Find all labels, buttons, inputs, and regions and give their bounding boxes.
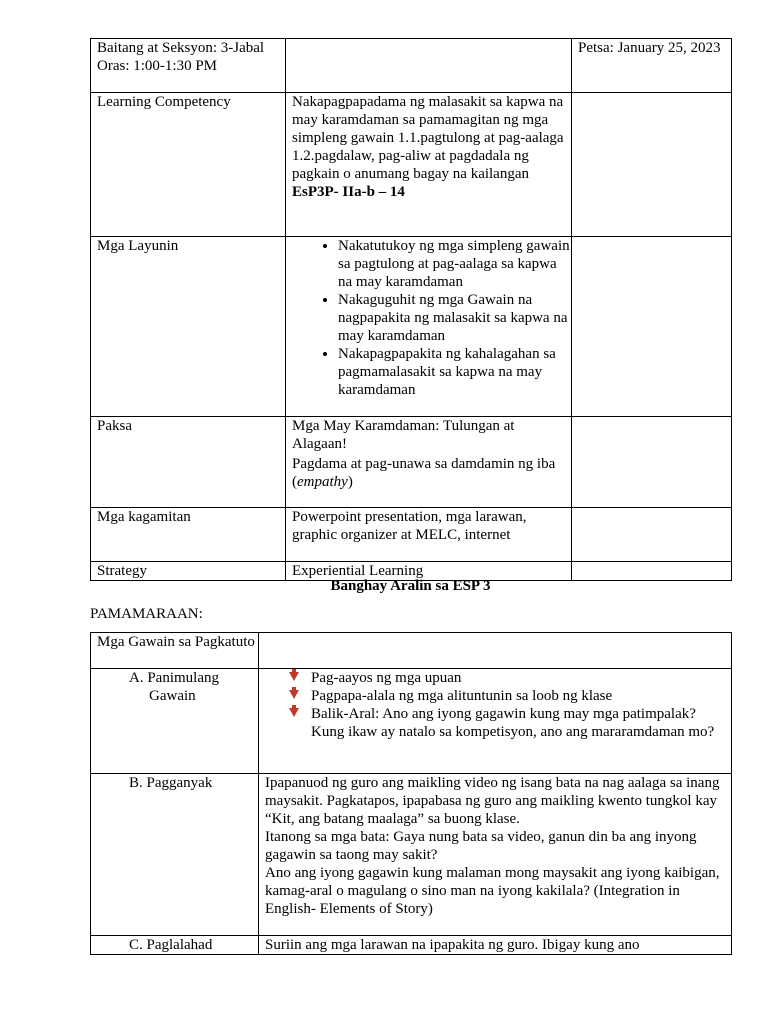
paglalahad-label-cell (91, 936, 259, 955)
panimulang-item: Pag-aayos ng mga upuan (265, 669, 731, 687)
empty-cell (572, 417, 732, 508)
baitang-text: Baitang at Seksyon: 3-Jabal (97, 40, 265, 56)
panimulang-label-2: Gawain (149, 688, 196, 704)
procedure-table (90, 632, 732, 955)
kagamitan-text: Powerpoint presentation, mga larawan, graphic organizer at MELC, internet (286, 508, 572, 562)
empty-cell (572, 93, 732, 237)
kagamitan-label: Mga kagamitan (91, 508, 286, 562)
pamamaraan-heading: PAMAMARAAN: (90, 606, 203, 622)
empty-cell (259, 633, 732, 669)
layunin-list (292, 237, 571, 399)
lesson-info-table (90, 38, 732, 581)
oras-text: Oras: 1:00-1:30 PM (97, 58, 217, 74)
paksa-sub-post: ) (347, 474, 353, 490)
competency-text: Nakapagpapadama ng malasakit sa kapwa na may karamdaman sa pamamagitan ng mga simpleng gawain 1.1.pagtulong at pag-aalaga 1.2.pagdalaw, pag-aliw at pagdadala ng pagkain o anumang bagay na kailangan (292, 94, 564, 182)
strategy-text: Experiential Learning (286, 562, 572, 581)
pagganyak-label: B. Pagganyak (129, 775, 213, 791)
paksa-label: Paksa (91, 417, 286, 508)
pagganyak-cell (259, 774, 732, 936)
paksa-cell (286, 417, 572, 508)
layunin-item: • Nakaguguhit ng mga Gawain na nagpapakita ng malasakit sa kapwa na may karamdaman (338, 291, 571, 345)
layunin-item: • Nakatutukoy ng mga simpleng gawain sa pagtulong at pag-aalaga sa kapwa na may karamdaman (338, 237, 571, 291)
paksa-sub-pre: Pagdama at pag-unawa sa damdamin ng iba ( (292, 456, 556, 490)
panimulang-list (265, 669, 731, 741)
panimulang-label-cell (91, 669, 259, 774)
gawain-header: Mga Gawain sa Pagkatuto (91, 633, 259, 669)
pagganyak-text-2: Itanong sa mga bata: Gaya nung bata sa video, ganun din ba ang inyong gagawin sa taong may sakit? (265, 829, 697, 863)
empty-cell (572, 508, 732, 562)
petsa-text: Petsa: January 25, 2023 (578, 40, 721, 56)
baitang-cell (91, 39, 286, 93)
panimulang-label: A. Panimulang (129, 670, 219, 686)
panimulang-item: Pagpapa-alala ng mga alituntunin sa loob ng klase (265, 687, 731, 705)
petsa-cell (572, 39, 732, 93)
paglalahad-label: C. Paglalahad (129, 937, 213, 953)
panimulang-item: Balik-Aral: Ano ang iyong gagawin kung may mga patimpalak? Kung ikaw ay natalo sa kompetisyon, ano ang mararamdaman mo? (265, 705, 731, 741)
pagganyak-text-3: Ano ang iyong gagawin kung malaman mong maysakit ang iyong kaibigan, kamag-aral o magulang o sino man na iyong kakilala? (Integration in English- Elements of Story) (265, 865, 720, 917)
empty-cell (286, 39, 572, 93)
strategy-label: Strategy (91, 562, 286, 581)
paksa-title: Mga May Karamdaman: Tulungan at Alagaan! (292, 418, 515, 452)
panimulang-cell (259, 669, 732, 774)
document-title: Banghay Aralin sa ESP 3 (330, 578, 491, 594)
competency-cell (286, 93, 572, 237)
paglalahad-text: Suriin ang mga larawan na ipapakita ng guro. Ibigay kung ano (259, 936, 732, 955)
layunin-label: Mga Layunin (91, 237, 286, 417)
paksa-subtitle (292, 455, 571, 491)
competency-label: Learning Competency (91, 93, 286, 237)
empty-cell (572, 237, 732, 417)
layunin-item: • Nakapagpapakita ng kahalagahan sa pagmamalasakit sa kapwa na may karamdaman (338, 345, 571, 399)
pagganyak-label-cell (91, 774, 259, 936)
paksa-sub-em: empathy (297, 474, 348, 490)
pagganyak-text-1: Ipapanuod ng guro ang maikling video ng isang bata na nag aalaga sa inang maysakit. Pagkatapos, ipapabasa ng guro ang maikling kwento tungkol kay “Kit, ang batang maalaga” sa buong klase. (265, 775, 720, 827)
competency-code: EsP3P- IIa-b – 14 (292, 184, 405, 200)
layunin-cell (286, 237, 572, 417)
